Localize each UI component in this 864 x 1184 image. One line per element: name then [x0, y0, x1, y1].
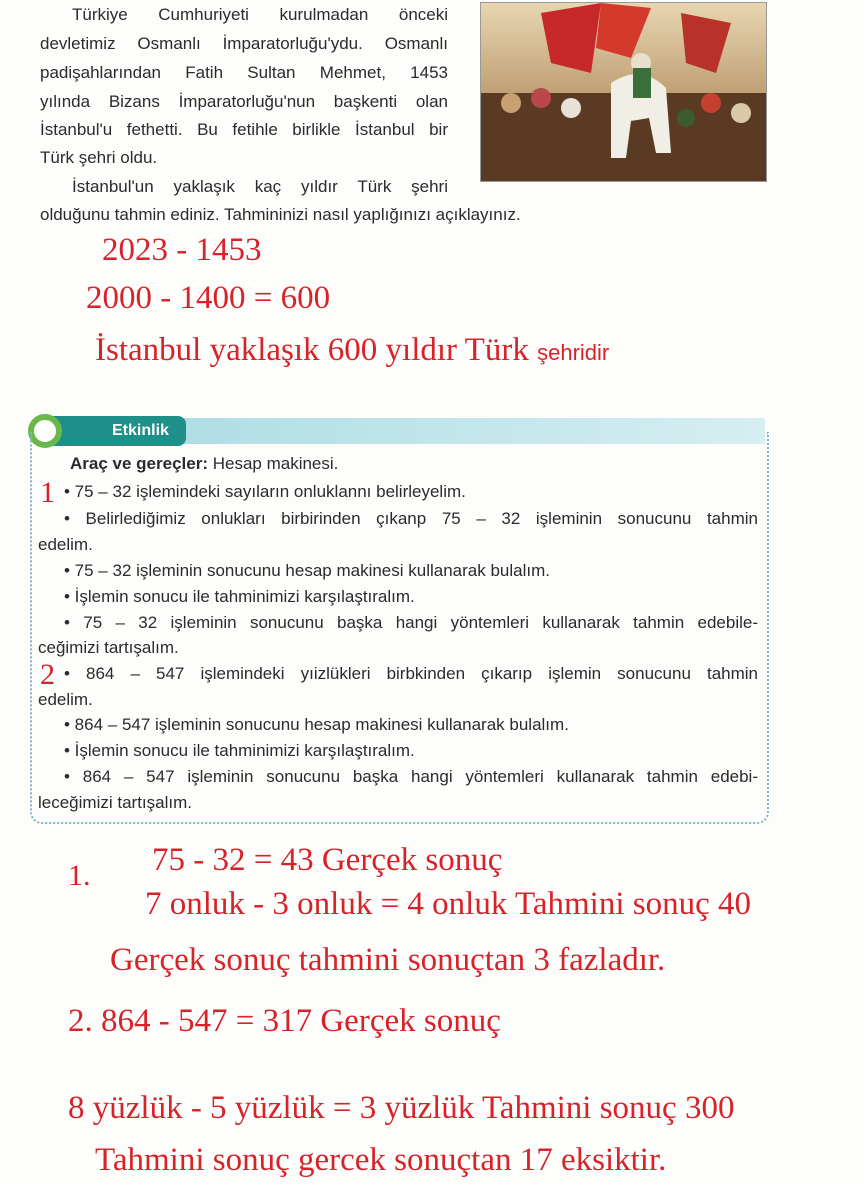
- answer-line: 75 - 32 = 43 Gerçek sonuç: [152, 842, 503, 878]
- tools-line: [70, 454, 338, 474]
- answer-text: İstanbul yaklaşık 600 yıldır Türk: [95, 332, 529, 368]
- intro-line: olduğunu tahmin ediniz. Tahmininizi nasıl yaplığınızı açıklayınız.: [40, 205, 521, 224]
- answer-line: Tahmini sonuç gercek sonuçtan 17 eksiktir.: [95, 1142, 667, 1178]
- activity-line: leceğimizi tartışalım.: [38, 793, 192, 812]
- answer-line: Gerçek sonuç tahmini sonuçtan 3 fazladır.: [110, 942, 666, 978]
- tools-label: Araç ve gereçler:: [70, 454, 208, 473]
- activity-line: • Belirlediğimiz onlukları birbirinden çıkanp 75 – 32 işleminin sonucunu tahmin: [64, 509, 758, 528]
- activity-line: ceğimizi tartışalım.: [38, 638, 179, 657]
- intro-line: İstanbul'u fethetti. Bu fetihle birlikle İstanbul bir: [40, 120, 448, 139]
- item-number: 1: [40, 476, 55, 509]
- answer-line: [95, 332, 609, 371]
- activity-line: • 75 – 32 işleminin sonucunu hesap makinesi kullanarak bulalım.: [64, 561, 551, 580]
- item-number: 2: [40, 658, 55, 691]
- answer-line: 8 yüzlük - 5 yüzlük = 3 yüzlük Tahmini sonuç 300: [68, 1090, 735, 1126]
- answer-line: 7 onluk - 3 onluk = 4 onluk Tahmini sonuç 40: [145, 886, 752, 922]
- answer-line: 2000 - 1400 = 600: [86, 280, 331, 316]
- activity-line: edelim.: [38, 535, 93, 554]
- activity-line: • 864 – 547 işleminin sonucunu başka hangi yöntemleri kullanarak tahmin edebi-: [64, 767, 758, 786]
- activity-title: Etkinlik: [48, 416, 186, 446]
- intro-line: Türk şehri oldu.: [40, 148, 158, 167]
- intro-line: yılında Bizans İmparatorluğu'nun başkenti olan: [40, 92, 448, 111]
- answer-suffix: şehridir: [537, 340, 610, 365]
- intro-line: devletimiz Osmanlı İmparatorluğu'ydu. Osmanlı: [40, 34, 448, 53]
- activity-line: • İşlemin sonucu ile tahminimizi karşılaştıralım.: [64, 587, 415, 606]
- answer-line: 2023 - 1453: [102, 232, 262, 268]
- activity-line: • 864 – 547 işleminin sonucunu hesap makinesi kullanarak bulalım.: [64, 715, 569, 734]
- activity-line: • İşlemin sonucu ile tahminimizi karşılaştıralım.: [64, 741, 415, 760]
- intro-line: İstanbul'un yaklaşık kaç yıldır Türk şehri: [72, 177, 448, 196]
- intro-line: Türkiye Cumhuriyeti kurulmadan önceki: [72, 5, 448, 24]
- activity-line: • 864 – 547 işlemindeki yıizlükleri birbkinden çıkarıp işlemin sonucunu tahmin: [64, 664, 758, 683]
- conquest-painting: [480, 2, 767, 182]
- activity-line: • 75 – 32 işlemindeki sayıların onluklannı belirleyelim.: [64, 482, 466, 501]
- intro-line: padişahlarından Fatih Sultan Mehmet, 1453: [40, 63, 448, 82]
- tools-value: Hesap makinesi.: [212, 454, 339, 473]
- activity-line: edelim.: [38, 690, 93, 709]
- answer-line: 2. 864 - 547 = 317 Gerçek sonuç: [68, 1003, 501, 1039]
- activity-line: • 75 – 32 işleminin sonucunu başka hangi yöntemleri kullanarak tahmin edebile-: [64, 613, 758, 632]
- answer-number: 1.: [68, 859, 91, 892]
